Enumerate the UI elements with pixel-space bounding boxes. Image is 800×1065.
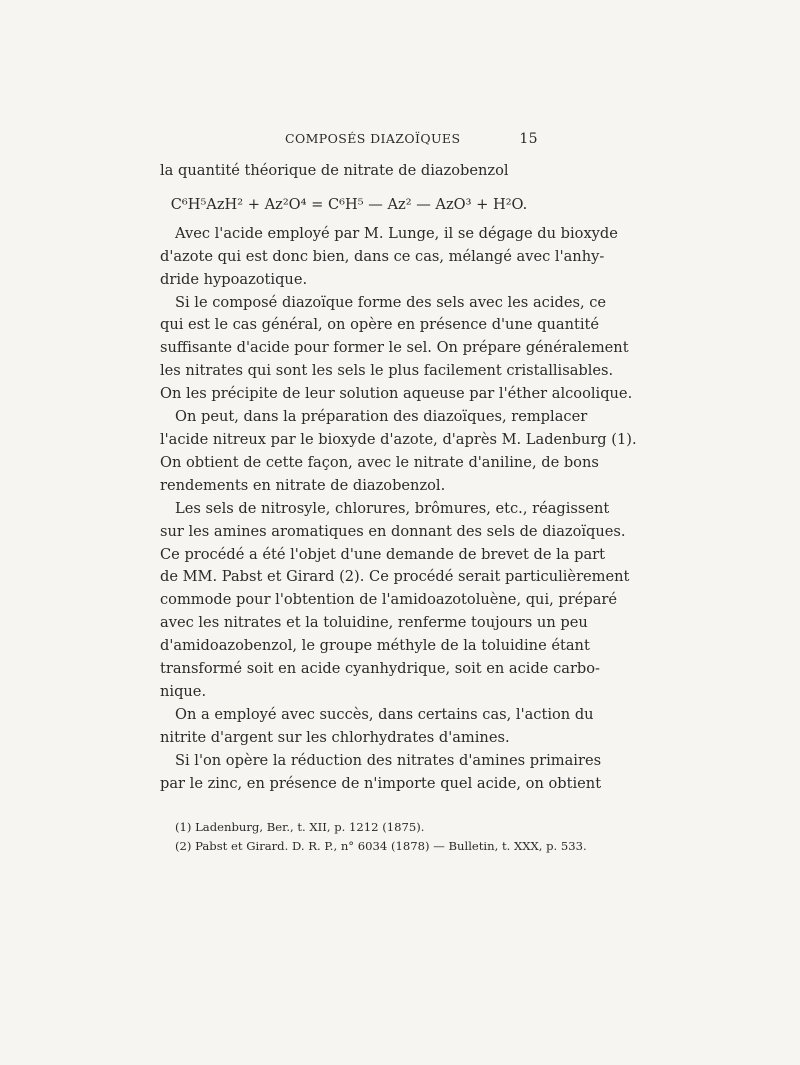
text-line: transformé soit en acide cyanhydrique, soit en acide carbo- (160, 660, 600, 678)
page-number: 15 (519, 131, 538, 147)
footnotes (175, 818, 587, 856)
text-line: par le zinc, en présence de n'importe quel acide, on obtient (160, 774, 602, 792)
paragraph (160, 223, 618, 292)
body-text (160, 160, 637, 795)
paragraph (160, 704, 594, 750)
text-line: de MM. Pabst et Girard (2). Ce procédé serait particulièrement (160, 568, 630, 586)
text-line: On a employé avec succès, dans certains cas, l'action du (175, 705, 594, 723)
text-line: commode pour l'obtention de l'amidoazotoluène, qui, préparé (160, 591, 618, 609)
text-line: dride hypoazotique. (160, 270, 308, 288)
text-line: Ce procédé a été l'objet d'une demande de brevet de la part (160, 545, 605, 563)
running-title: COMPOSÉS DIAZOÏQUES (285, 131, 461, 146)
text-line: d'amidoazobenzol, le groupe méthyle de la toluidine étant (160, 637, 590, 655)
text-line: qui est le cas général, on opère en présence d'une quantité (160, 316, 600, 334)
text-line: Les sels de nitrosyle, chlorures, brômures, etc., réagissent (175, 499, 610, 517)
intro-line: la quantité théorique de nitrate de diazobenzol (160, 162, 509, 179)
footnote: (1) Ladenburg, Ber., t. XII, p. 1212 (1875). (175, 820, 425, 834)
paragraph (160, 750, 602, 796)
text-line: sur les amines aromatiques en donnant des sels de diazoïques. (160, 522, 626, 540)
text-line: rendements en nitrate de diazobenzol. (160, 476, 446, 494)
text-line: l'acide nitreux par le bioxyde d'azote, d'après M. Ladenburg (1). (160, 430, 637, 448)
paragraph (160, 406, 637, 498)
text-line: On obtient de cette façon, avec le nitrate d'aniline, de bons (160, 453, 599, 471)
text-line: les nitrates qui sont les sels le plus facilement cristallisables. (160, 362, 614, 380)
text-line: On peut, dans la préparation des diazoïques, remplacer (175, 408, 588, 426)
text-line: On les précipite de leur solution aqueuse par l'éther alcoolique. (160, 385, 633, 403)
text-line: Avec l'acide employé par M. Lunge, il se dégage du bioxyde (175, 224, 618, 242)
text-line: nitrite d'argent sur les chlorhydrates d'amines. (160, 728, 510, 746)
text-line: Si le composé diazoïque forme des sels avec les acides, ce (175, 293, 607, 311)
text-line: suffisante d'acide pour former le sel. On prépare généralement (160, 339, 629, 357)
text-line: d'azote qui est donc bien, dans ce cas, mélangé avec l'anhy- (160, 247, 605, 265)
footnote: (2) Pabst et Girard. D. R. P., n° 6034 (1878) — Bulletin, t. XXX, p. 533. (175, 839, 587, 853)
chemical-equation: C⁶H⁵AzH² + Az²O⁴ = C⁶H⁵ — Az² — AzO³ + H²O. (170, 195, 528, 213)
paragraph (160, 292, 633, 407)
paragraph (160, 498, 630, 704)
text-line: nique. (160, 682, 207, 700)
text-line: Si l'on opère la réduction des nitrates d'amines primaires (175, 751, 602, 769)
text-line: avec les nitrates et la toluidine, renferme toujours un peu (160, 614, 588, 632)
